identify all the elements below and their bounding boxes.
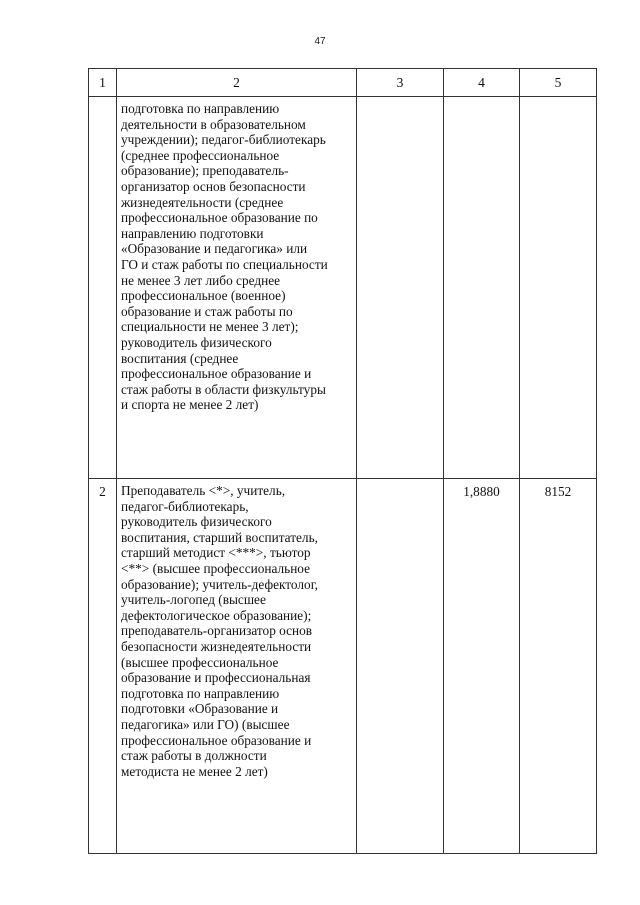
row-coefficient [444,97,519,102]
row-col5-cell [520,97,597,479]
row-salary: 8152 [544,484,572,499]
table-header-row [89,69,597,97]
row-col3-value [357,97,443,102]
row-description: подготовка по направлению деятельности в образовательном учреждении); педагог-библиотекарь (среднее профессиональное образование); преподаватель- организатор основ безопасности жизнедеятельности (среднее профессиональное образование по направлению подготовки «Образование и педагогика» или ГО и стаж работы по специальности не менее 3 лет либо среднее профессиональное (военное) образование и стаж работы по специальности не менее 3 лет); руководитель физического воспитания (среднее профессиональное образование и стаж работы в области физкультуры и спорта не менее 2 лет) [121,101,328,413]
row-col3-cell [357,97,444,479]
row-col4-cell [444,97,520,479]
row-number [89,97,116,102]
row-description-cell [117,479,357,854]
table-row [89,479,597,854]
table-row [89,97,597,479]
row-col5-cell [520,479,597,854]
header-col-1: 1 [89,69,117,97]
salary-table [88,68,597,854]
row-description-cell [117,97,357,479]
header-col-2: 2 [117,69,357,97]
row-col3-cell [357,479,444,854]
header-col-5: 5 [520,69,597,97]
page-number: 47 [314,36,326,47]
row-coefficient: 1,8880 [463,484,500,499]
row-description: Преподаватель <*>, учитель, педагог-библиотекарь, руководитель физического воспитания, старший воспитатель, старший методист <***>, тьютор <**> (высшее профессиональное образование); учитель-дефектолог, учитель-логопед (высшее дефектологическое образование); преподаватель-организатор основ безопасности жизнедеятельности (высшее профессиональное образование и профессиональная подготовка по направлению подготовки «Образование и педагогика» или ГО) (высшее профессиональное образование и стаж работы в должности методиста не менее 2 лет) [121,483,318,779]
row-number: 2 [99,484,106,499]
row-number-cell [89,479,117,854]
row-col4-cell [444,479,520,854]
header-col-3: 3 [357,69,444,97]
row-col3-value [357,479,443,484]
header-col-4: 4 [444,69,520,97]
row-number-cell [89,97,117,479]
row-salary [520,97,596,102]
